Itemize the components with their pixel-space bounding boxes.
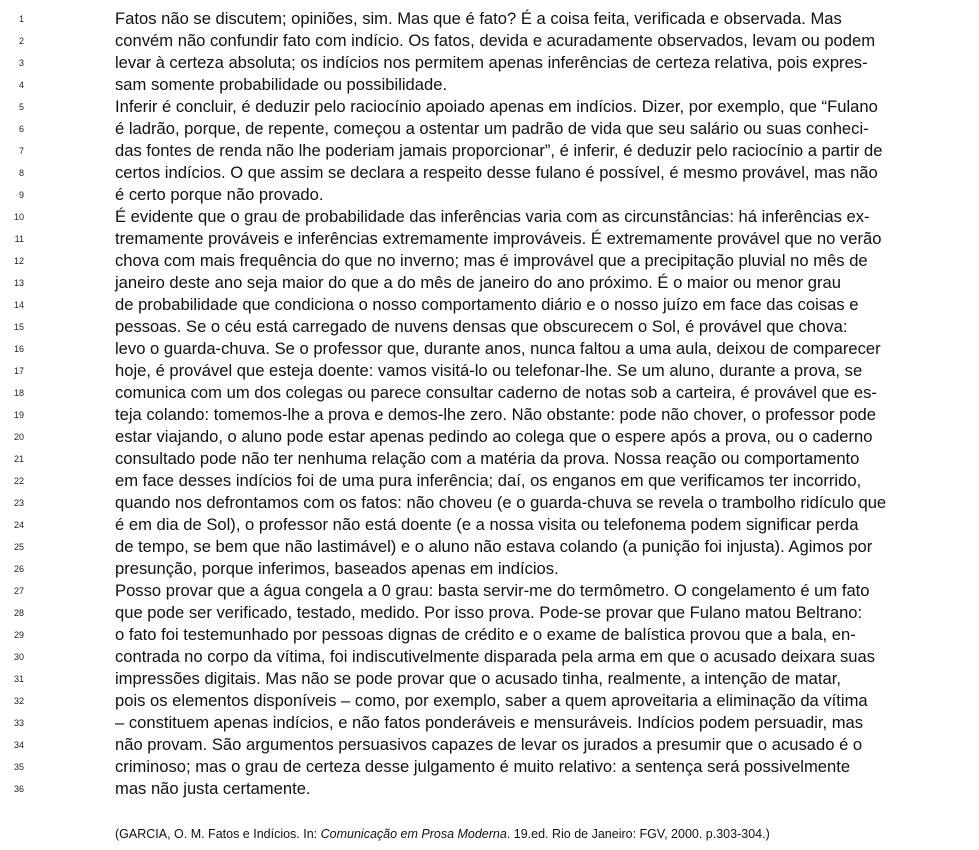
- line-number: 18: [13, 388, 24, 398]
- text-line: [0, 602, 979, 624]
- line-number: 34: [13, 740, 24, 750]
- line-number: 35: [13, 762, 24, 772]
- text-line: [0, 734, 979, 756]
- line-number: 8: [18, 168, 24, 178]
- line-number: 21: [13, 454, 24, 464]
- line-text: estar viajando, o aluno pode estar apenas pedindo ao colega que o espere após a prova, ou o caderno: [115, 427, 873, 446]
- text-line: [0, 382, 979, 404]
- line-text: de probabilidade que condiciona o nosso comportamento diário e o nosso juízo em face das coisas e: [115, 295, 859, 314]
- line-text: pois os elementos disponíveis – como, por exemplo, saber a quem aproveitaria a eliminação da vítima: [115, 691, 868, 710]
- text-line: [0, 8, 979, 30]
- line-number: 27: [13, 586, 24, 596]
- line-text: mas não justa certamente.: [115, 779, 311, 798]
- line-number: 22: [13, 476, 24, 486]
- text-line: [0, 294, 979, 316]
- line-text: tremamente prováveis e inferências extremamente improváveis. É extremamente provável que no verão: [115, 229, 882, 248]
- text-line: [0, 404, 979, 426]
- line-number: 23: [13, 498, 24, 508]
- line-text: é ladrão, porque, de repente, começou a ostentar um padrão de vida que seu salário ou suas conheci-: [115, 119, 869, 138]
- line-number: 13: [13, 278, 24, 288]
- line-number: 16: [13, 344, 24, 354]
- line-text: é certo porque não provado.: [115, 185, 324, 204]
- line-number: 31: [13, 674, 24, 684]
- text-line: [0, 646, 979, 668]
- line-number: 29: [13, 630, 24, 640]
- line-number: 2: [18, 36, 24, 46]
- text-line: [0, 184, 979, 206]
- line-text: não provam. São argumentos persuasivos capazes de levar os jurados a presumir que o acusado é o: [115, 735, 863, 754]
- citation-prefix: (GARCIA, O. M. Fatos e Indícios. In:: [115, 827, 321, 841]
- line-text: levar à certeza absoluta; os indícios nos permitem apenas inferências de certeza relativa, pois expres-: [115, 53, 868, 72]
- line-number: 33: [13, 718, 24, 728]
- line-number: 12: [13, 256, 24, 266]
- line-text: pessoas. Se o céu está carregado de nuvens densas que obscurecem o Sol, é provável que chova:: [115, 317, 848, 336]
- line-number: 6: [18, 124, 24, 134]
- text-line: [0, 272, 979, 294]
- text-line: [0, 30, 979, 52]
- line-text: hoje, é provável que esteja doente: vamos visitá-lo ou telefonar-lhe. Se um aluno, durante a prova, se: [115, 361, 863, 380]
- line-number: 20: [13, 432, 24, 442]
- line-text: criminoso; mas o grau de certeza desse julgamento é muito relativo: a sentença será possivelmente: [115, 757, 851, 776]
- text-line: [0, 668, 979, 690]
- text-line: [0, 756, 979, 778]
- line-number: 7: [18, 146, 24, 156]
- line-number: 24: [13, 520, 24, 530]
- text-line: [0, 690, 979, 712]
- line-text: chova com mais frequência do que no inverno; mas é improvável que a precipitação pluvial no mês de: [115, 251, 868, 270]
- line-text: convém não confundir fato com indício. Os fatos, devida e acuradamente observados, levam ou podem: [115, 31, 876, 50]
- text-line: [0, 624, 979, 646]
- line-text: janeiro deste ano seja maior do que a do mês de janeiro do ano próximo. É o maior ou menor grau: [115, 273, 841, 292]
- text-line: [0, 118, 979, 140]
- line-text: comunica com um dos colegas ou parece consultar caderno de notas sob a carteira, é provável que es-: [115, 383, 877, 402]
- line-number: 19: [13, 410, 24, 420]
- line-text: Posso provar que a água congela a 0 grau: basta servir-me do termômetro. O congelamento é um fato: [115, 581, 870, 600]
- line-number: 14: [13, 300, 24, 310]
- text-line: [0, 470, 979, 492]
- text-line: [0, 162, 979, 184]
- line-text: contrada no corpo da vítima, foi indiscutivelmente disparada pela arma em que o acusado deixara suas: [115, 647, 876, 666]
- line-text: de tempo, se bem que não lastimável) e o aluno não estava colando (a punição foi injusta). Agimos por: [115, 537, 873, 556]
- line-number: 3: [18, 58, 24, 68]
- text-line: [0, 426, 979, 448]
- line-text: sam somente probabilidade ou possibilidade.: [115, 75, 448, 94]
- line-text: em face desses indícios foi de uma pura inferência; daí, os enganos em que verificamos ter incorrido,: [115, 471, 862, 490]
- line-text: impressões digitais. Mas não se pode provar que o acusado tinha, realmente, a intenção de matar,: [115, 669, 841, 688]
- citation-title: Comunicação em Prosa Moderna: [320, 827, 507, 841]
- line-number: 1: [18, 14, 24, 24]
- text-line: [0, 580, 979, 602]
- line-number: 17: [13, 366, 24, 376]
- citation-suffix: . 19.ed. Rio de Janeiro: FGV, 2000. p.303-304.): [506, 827, 770, 841]
- line-number: 28: [13, 608, 24, 618]
- line-text: levo o guarda-chuva. Se o professor que, durante anos, nunca faltou a uma aula, deixou de comparecer: [115, 339, 881, 358]
- text-line: [0, 448, 979, 470]
- text-line: [0, 338, 979, 360]
- line-number: 36: [13, 784, 24, 794]
- line-text: É evidente que o grau de probabilidade das inferências varia com as circunstâncias: há inferências ex-: [115, 207, 870, 226]
- text-line: [0, 140, 979, 162]
- line-text: que pode ser verificado, testado, medido. Por isso prova. Pode-se provar que Fulano matou Beltrano:: [115, 603, 863, 622]
- line-number: 26: [13, 564, 24, 574]
- line-number: 5: [18, 102, 24, 112]
- line-number: 15: [13, 322, 24, 332]
- line-number: 11: [14, 234, 24, 244]
- text-line: [0, 228, 979, 250]
- text-line: [0, 514, 979, 536]
- text-line: [0, 96, 979, 118]
- line-text: consultado pode não ter nenhuma relação com a matéria da prova. Nossa reação ou comportamento: [115, 449, 860, 468]
- text-line: [0, 360, 979, 382]
- citation: [115, 826, 770, 842]
- text-line: [0, 778, 979, 800]
- text-line: [0, 52, 979, 74]
- line-number: 30: [13, 652, 24, 662]
- text-line: [0, 250, 979, 272]
- text-line: [0, 558, 979, 580]
- line-number: 25: [13, 542, 24, 552]
- line-text: certos indícios. O que assim se declara a respeito desse fulano é possível, é mesmo provável, mas não: [115, 163, 878, 182]
- line-text: presunção, porque inferimos, baseados apenas em indícios.: [115, 559, 559, 578]
- line-text: Fatos não se discutem; opiniões, sim. Mas que é fato? É a coisa feita, verificada e observada. Mas: [115, 9, 842, 28]
- line-number: 10: [13, 212, 24, 222]
- text-line: [0, 74, 979, 96]
- line-number: 9: [18, 190, 24, 200]
- text-line: [0, 536, 979, 558]
- line-text: é em dia de Sol), o professor não está doente (e a nossa visita ou telefonema podem significar perda: [115, 515, 859, 534]
- text-line: [0, 712, 979, 734]
- text-line: [0, 316, 979, 338]
- text-line: [0, 206, 979, 228]
- text-line: [0, 492, 979, 514]
- line-text: das fontes de renda não lhe poderiam jamais proporcionar”, é inferir, é deduzir pelo raciocínio a partir de: [115, 141, 883, 160]
- line-number: 32: [13, 696, 24, 706]
- line-number: 4: [18, 80, 24, 90]
- line-text: teja colando: tomemos-lhe a prova e demos-lhe zero. Não obstante: pode não chover, o professor pode: [115, 405, 877, 424]
- line-text: o fato foi testemunhado por pessoas dignas de crédito e o exame de balística provou que a bala, en-: [115, 625, 856, 644]
- line-text: quando nos defrontamos com os fatos: não choveu (e o guarda-chuva se revela o trambolho ridículo que: [115, 493, 887, 512]
- line-text: Inferir é concluir, é deduzir pelo raciocínio apoiado apenas em indícios. Dizer, por exemplo, que “Fulano: [115, 97, 878, 116]
- line-text: – constituem apenas indícios, e não fatos ponderáveis e mensuráveis. Indícios podem persuadir, mas: [115, 713, 864, 732]
